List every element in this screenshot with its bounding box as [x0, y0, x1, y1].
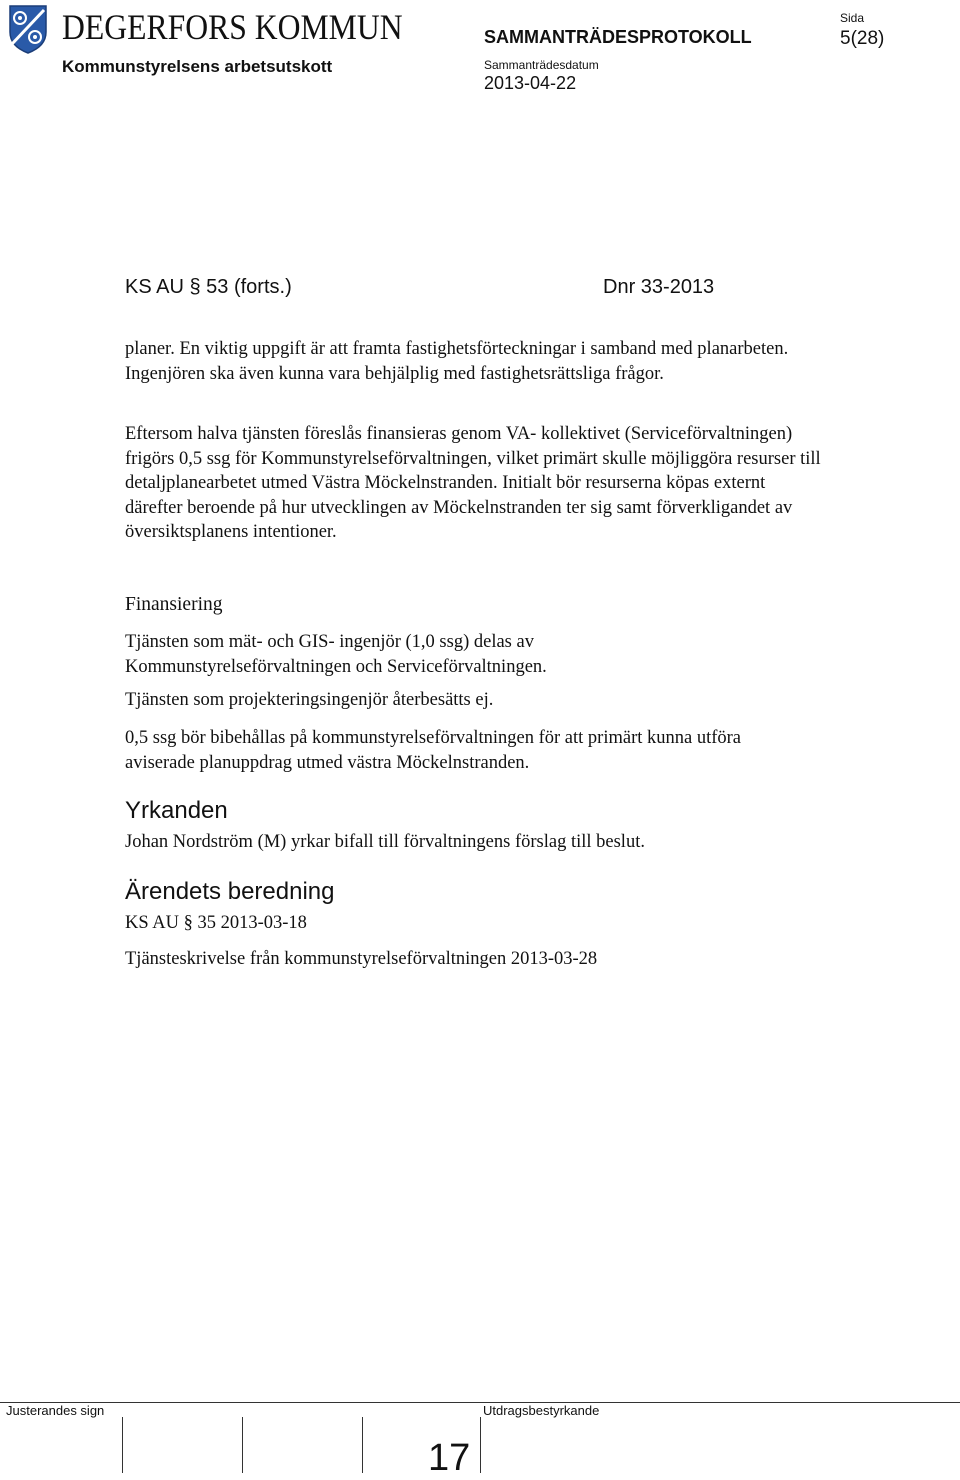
beredning-item: KS AU § 35 2013-03-18 — [125, 913, 307, 933]
heading-finansiering: Finansiering — [125, 594, 223, 615]
org-name: DEGERFORS KOMMUN — [62, 7, 403, 47]
heading-yrkanden: Yrkanden — [125, 797, 228, 824]
signature-box-divider — [480, 1417, 481, 1473]
page-label: Sida — [840, 11, 865, 25]
signature-box-divider — [122, 1417, 123, 1473]
signature-box-divider — [242, 1417, 243, 1473]
beredning-item: Tjänsteskrivelse från kommunstyrelseförvaltningen 2013-03-28 — [125, 949, 598, 969]
signature-label: Justerandes sign — [6, 1403, 105, 1418]
finansiering-item: Tjänsten som mät- och GIS- ingenjör (1,0 ssg) delas av Kommunstyrelseförvaltningen och Serviceförvaltningen. — [125, 632, 547, 677]
heading-beredning: Ärendets beredning — [125, 878, 335, 905]
coat-of-arms-icon — [8, 4, 48, 54]
yrkande-text: Johan Nordström (M) yrkar bifall till förvaltningens förslag till beslut. — [125, 832, 645, 852]
finansiering-item: Tjänsten som projekteringsingenjör återbesätts ej. — [125, 690, 494, 710]
page-number: 5(28) — [840, 28, 885, 49]
paragraph: Eftersom halva tjänsten föreslås finansieras genom VA- kollektivet (Serviceförvaltningen) frigörs 0,5 ssg för Kommunstyrelseförvaltningen, vilket primärt skulle möjliggöra resurser till detaljplanearbetet utmed Västra Möckelnstranden. Initialt bör resurserna köpas externt därefter beroende på hur utvecklingen av Möckelnstranden ter sig samt förverkligandet av översiktsplanens intentioner. — [125, 424, 821, 542]
section-id: KS AU § 53 (forts.) — [125, 276, 292, 298]
extract-label: Utdragsbestyrkande — [483, 1403, 600, 1418]
dnr-number: Dnr 33-2013 — [603, 276, 715, 298]
paragraph: planer. En viktig uppgift är att framta fastighetsförteckningar i samband med planarbeten. Ingenjören ska även kunna vara behjälplig med fastighetsrättsliga frågor. — [125, 339, 789, 384]
date-label: Sammanträdesdatum — [484, 58, 599, 72]
footer-divider — [0, 1402, 960, 1403]
signature-box-divider — [362, 1417, 363, 1473]
finansiering-item: 0,5 ssg bör bibehållas på kommunstyrelseförvaltningen för att primärt kunna utföra aviserade planuppdrag utmed västra Möckelnstranden. — [125, 728, 742, 773]
document-type: SAMMANTRÄDESPROTOKOLL — [484, 27, 752, 47]
meeting-date: 2013-04-22 — [484, 73, 577, 93]
committee-name: Kommunstyrelsens arbetsutskott — [62, 57, 333, 76]
sheet-number: 17 — [428, 1437, 471, 1479]
